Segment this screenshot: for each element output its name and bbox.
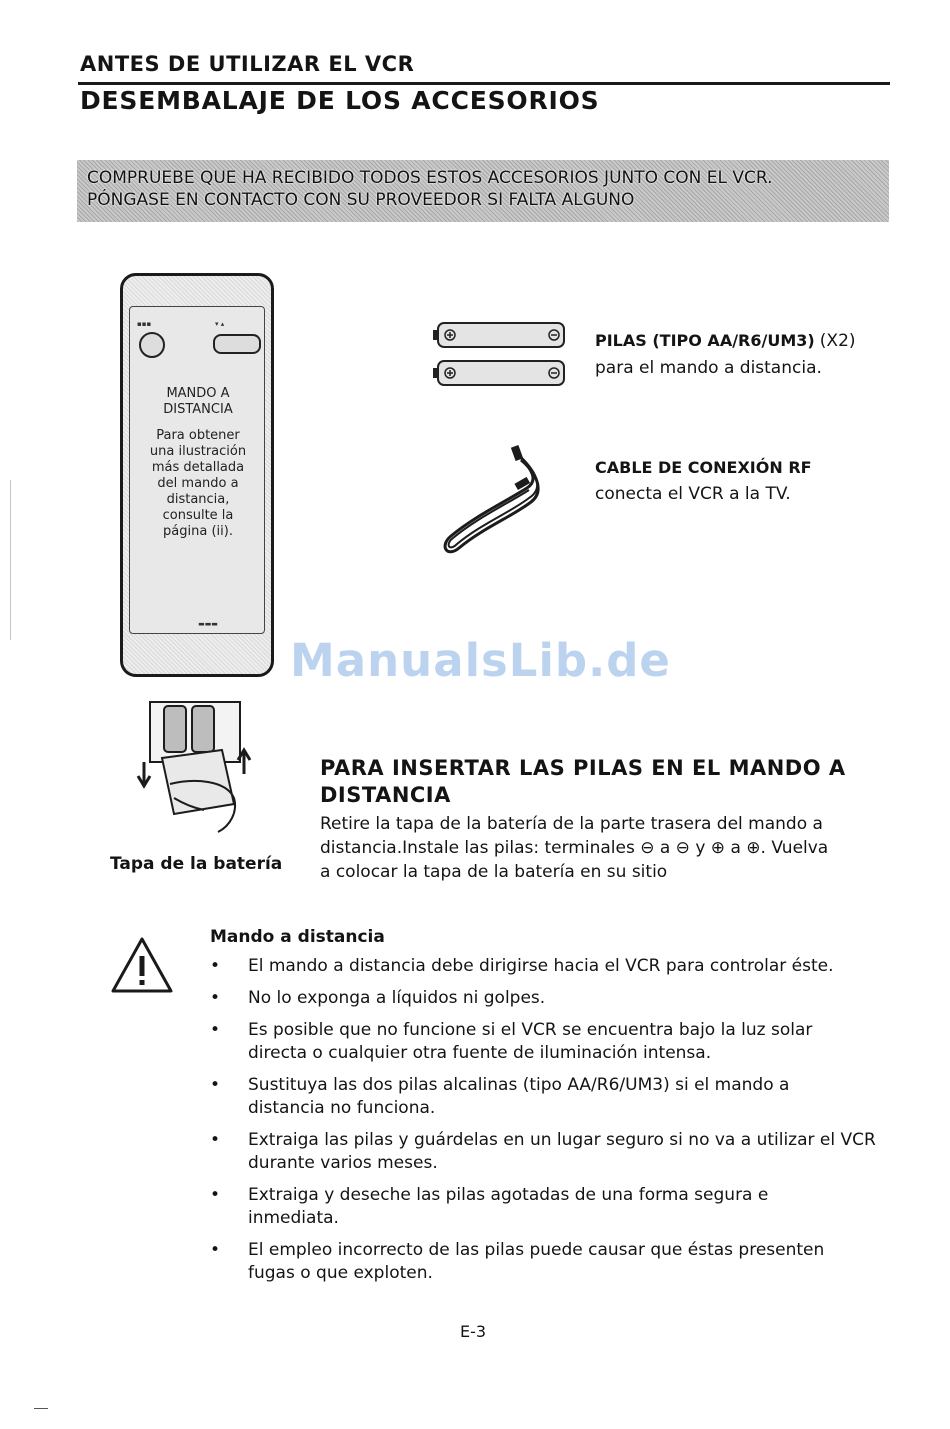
warning-triangle-icon [110,936,174,994]
page-title: DESEMBALAJE DE LOS ACCESORIOS [80,86,600,115]
list-item [206,1239,886,1285]
list-item [206,1074,886,1120]
remote-brand-mark: ▬▬▬ [198,620,218,628]
bullet-icon: • [210,1185,221,1205]
list-item-line: Es posible que no funcione si el VCR se encuentra bajo la luz solar [248,1020,813,1040]
insert-body-line: Retire la tapa de la batería de la parte trasera del mando a [320,814,823,834]
list-item [206,955,886,978]
accessory-title: CABLE DE CONEXIÓN RF [595,458,812,477]
accessory-description: para el mando a distancia. [595,358,822,378]
insert-body-line: a colocar la tapa de la batería en su sitio [320,862,668,882]
list-item [206,1184,886,1230]
scan-mark [34,1408,48,1409]
insert-heading-line-1: PARA INSERTAR LAS PILAS EN EL MANDO A [320,756,846,780]
list-item-line: El empleo incorrecto de las pilas puede causar que éstas presenten [248,1240,825,1260]
accessory-qty: (X2) [819,331,856,351]
list-item-line: Sustituya las dos pilas alcalinas (tipo AA/R6/UM3) si el mando a [248,1075,790,1095]
remote-control-illustration [120,273,274,677]
list-item-line: inmediata. [248,1208,339,1228]
bullet-icon: • [210,1075,221,1095]
insert-heading-line-2: DISTANCIA [320,783,451,807]
notice-banner [77,160,889,222]
watermark: ManualsLib.de [290,634,671,687]
warning-title: Mando a distancia [210,927,385,947]
list-item-line: Extraiga y deseche las pilas agotadas de una forma segura e [248,1185,769,1205]
battery-cover-caption: Tapa de la batería [110,854,283,874]
battery-icon [432,321,568,349]
accessory-batteries [595,327,895,382]
remote-power-button-icon [139,332,165,358]
list-item-line: directa o cualquier otra fuente de iluminación intensa. [248,1043,712,1063]
remote-volume-button-icon [213,334,261,354]
bullet-icon: • [210,956,221,976]
list-item-line: distancia no funciona. [248,1098,436,1118]
remote-note [131,428,265,540]
remote-mini-label-left: ▪▪▪ [137,320,152,328]
remote-note-line: más detallada [151,460,245,475]
list-item-line: El mando a distancia debe dirigirse hacia el VCR para controlar éste. [248,956,834,976]
battery-icon [432,359,568,387]
list-item-line: durante varios meses. [248,1153,438,1173]
accessory-title: PILAS (TIPO AA/R6/UM3) [595,331,815,350]
list-item-line: fugas o que exploten. [248,1263,433,1283]
bullet-icon: • [210,1130,221,1150]
list-item [206,987,886,1010]
remote-note-line: del mando a [157,476,239,491]
remote-label [131,386,265,418]
rf-cable-icon [435,440,555,560]
remote-note-line: Para obtener [156,428,240,443]
bullet-icon: • [210,1240,221,1260]
insert-batteries-heading [320,755,880,809]
bullet-icon: • [210,988,221,1008]
remote-note-line: distancia, [166,492,230,507]
insert-batteries-body [320,812,895,884]
warning-list [206,955,886,1294]
battery-cover-illustration [134,700,264,842]
scan-mark [10,480,11,640]
remote-note-line: consulte la [162,508,234,523]
list-item [206,1019,886,1065]
bullet-icon: • [210,1020,221,1040]
list-item [206,1129,886,1175]
remote-label-line-2: DISTANCIA [163,402,233,417]
notice-line-1: COMPRUEBE QUE HA RECIBIDO TODOS ESTOS ACCESORIOS JUNTO CON EL VCR. [87,168,773,188]
remote-note-line: página (ii). [163,524,233,539]
notice-line-2: PÓNGASE EN CONTACTO CON SU PROVEEDOR SI FALTA ALGUNO [87,190,635,210]
accessory-rf-cable [595,454,895,508]
list-item-line: No lo exponga a líquidos ni golpes. [248,988,546,1008]
remote-label-line-1: MANDO A [166,386,230,401]
list-item-line: Extraiga las pilas y guárdelas en un lugar seguro si no va a utilizar el VCR [248,1130,876,1150]
remote-note-line: una ilustración [149,444,247,459]
insert-body-line: distancia.Instale las pilas: terminales ⊖ a ⊖ y ⊕ a ⊕. Vuelva [320,838,829,858]
accessory-description: conecta el VCR a la TV. [595,484,791,504]
page-number: E-3 [460,1322,487,1341]
remote-mini-label-right: ▾ ▴ [215,320,225,328]
header-rule [78,82,890,85]
section-label: ANTES DE UTILIZAR EL VCR [80,52,415,76]
